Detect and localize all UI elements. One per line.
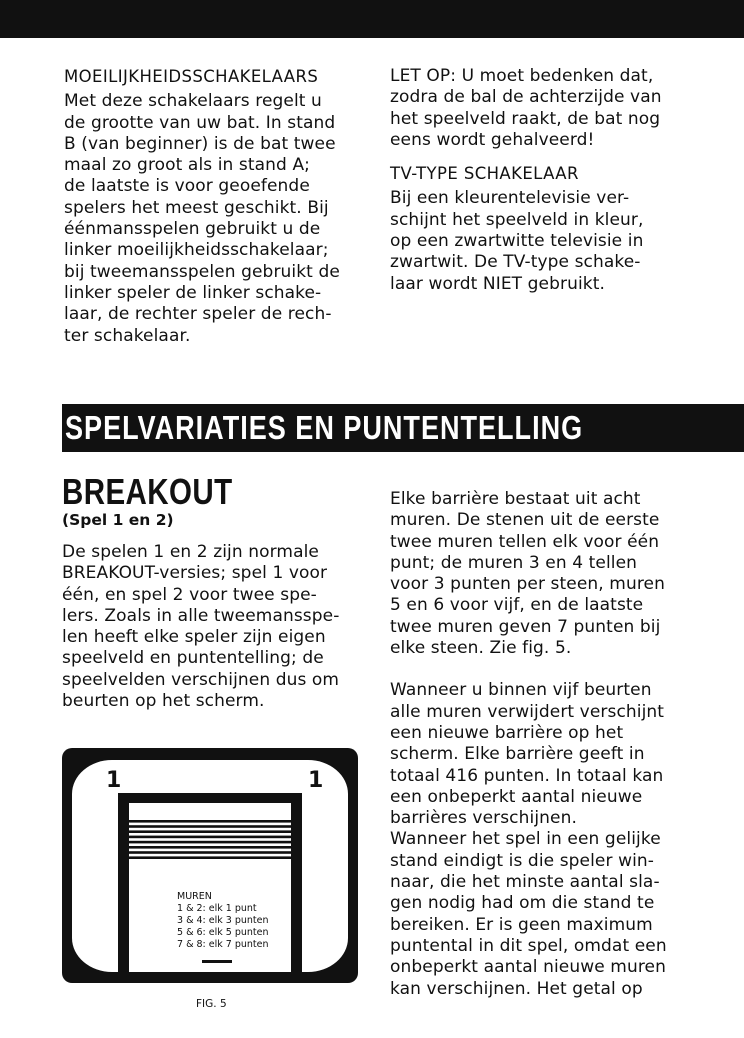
game-subtitle: (Spel 1 en 2) — [62, 511, 174, 529]
text-line: naar, die het minste aantal sla- — [390, 872, 660, 893]
text-line: schijnt het speelveld in kleur, — [390, 209, 644, 230]
text-line: het speelveld raakt, de bat nog — [390, 108, 661, 129]
text-line: gen nodig had om die stand te — [390, 893, 655, 914]
paddle — [202, 960, 232, 963]
text-line: onbeperkt aantal nieuwe muren — [390, 957, 666, 978]
text-line: barrières verschijnen. — [390, 808, 577, 829]
text-line: bereiken. Er is geen maximum — [390, 914, 653, 935]
text-line: scherm. Elke barrière geeft in — [390, 744, 645, 765]
breakout-rules — [390, 489, 690, 1000]
section-banner — [62, 404, 744, 452]
tv-type-switch-heading: TV-TYPE SCHAKELAAR — [390, 164, 579, 184]
text-line: B (van beginner) is de bat twee — [64, 133, 336, 154]
barrier-paragraph — [390, 489, 690, 659]
legend-line: 5 & 6: elk 5 punten — [177, 927, 269, 938]
text-line: spelers het meest geschikt. Bij — [64, 197, 329, 218]
difficulty-switches-heading: MOEILIJKHEIDSSCHAKELAARS — [64, 67, 319, 86]
text-line: eens wordt gehalveerd! — [390, 129, 595, 150]
text-line: linker speler de linker schake- — [64, 282, 322, 303]
tv-figure — [62, 748, 358, 983]
text-line: speelveld en puntentelling; de — [62, 648, 324, 669]
text-line: ter schakelaar. — [64, 325, 191, 346]
brick-row — [129, 841, 291, 844]
text-line: BREAKOUT-versies; spel 1 voor — [62, 563, 328, 584]
wall-legend — [177, 891, 269, 951]
difficulty-switches-text — [64, 91, 364, 347]
text-line: puntental in dit spel, omdat een — [390, 935, 667, 956]
text-line: bij tweemansspelen gebruikt de — [64, 261, 340, 282]
text-line: zodra de bal de achterzijde van — [390, 87, 662, 108]
text-line: één, en spel 2 voor twee spe- — [62, 584, 317, 605]
brick-row — [129, 820, 291, 823]
game-title: BREAKOUT — [62, 471, 233, 512]
text-line: speelvelden verschijnen dus om — [62, 669, 340, 690]
text-line: twee muren tellen elk voor één — [390, 531, 660, 552]
text-line: de laatste is voor geoefende — [64, 176, 310, 197]
text-line: de grootte van uw bat. In stand — [64, 112, 336, 133]
breakout-intro — [62, 542, 362, 712]
text-line: alle muren verwijdert verschijnt — [390, 701, 665, 722]
figure-caption: FIG. 5 — [196, 998, 227, 1010]
text-line: kan verschijnen. Het getal op — [390, 978, 643, 999]
text-line: muren. De stenen uit de eerste — [390, 510, 660, 531]
text-line: linker moeilijkheidsschakelaar; — [64, 240, 329, 261]
text-line: elke steen. Zie fig. 5. — [390, 638, 572, 659]
breakout-intro-text — [62, 542, 362, 712]
brick-walls — [129, 820, 291, 859]
brick-row — [129, 825, 291, 828]
brick-row — [129, 836, 291, 839]
top-wall — [118, 793, 302, 803]
text-line: Bij een kleurentelevisie ver- — [390, 188, 630, 209]
text-line: twee muren geven 7 punten bij — [390, 616, 661, 637]
text-line: zwartwit. De TV-type schake- — [390, 252, 641, 273]
text-line: éénmansspelen gebruikt u de — [64, 219, 321, 240]
text-line: laar, de rechter speler de rech- — [64, 304, 332, 325]
notice-section — [390, 66, 690, 295]
text-line: len heeft elke speler zijn eigen — [62, 627, 326, 648]
text-line: voor 3 punten per steen, muren — [390, 574, 665, 595]
brick-row — [129, 856, 291, 859]
text-line: Met deze schakelaars regelt u — [64, 91, 322, 112]
legend-title: MUREN — [177, 891, 212, 902]
scoring-paragraph — [390, 680, 690, 999]
tv-type-switch-text — [390, 188, 690, 294]
text-line: Wanneer het spel in een gelijke — [390, 829, 661, 850]
score-left: 1 — [106, 768, 122, 793]
legend-line: 3 & 4: elk 3 punten — [177, 915, 269, 926]
banner-title: SPELVARIATIES EN PUNTENTELLING — [65, 409, 584, 446]
text-line: Elke barrière bestaat uit acht — [390, 489, 641, 509]
text-line: punt; de muren 3 en 4 tellen — [390, 552, 638, 573]
text-line: De spelen 1 en 2 zijn normale — [62, 542, 319, 562]
difficulty-switches-section — [64, 66, 364, 347]
text-line: 5 en 6 voor vijf, en de laatste — [390, 595, 644, 616]
right-wall — [291, 793, 302, 972]
legend-line: 7 & 8: elk 7 punten — [177, 939, 269, 950]
left-wall — [118, 793, 129, 972]
text-line: Wanneer u binnen vijf beurten — [390, 680, 652, 701]
text-line: op een zwartwitte televisie in — [390, 231, 644, 252]
text-line: lers. Zoals in alle tweemansspe- — [62, 605, 340, 626]
text-line: maal zo groot als in stand A; — [64, 155, 310, 176]
score-right: 1 — [308, 768, 324, 793]
text-line: een nieuwe barrière op het — [390, 722, 624, 743]
top-black-band — [0, 0, 744, 38]
text-line: laar wordt NIET gebruikt. — [390, 273, 606, 294]
legend-line: 1 & 2: elk 1 punt — [177, 903, 257, 914]
text-line: totaal 416 punten. In totaal kan — [390, 765, 664, 786]
text-line: beurten op het scherm. — [62, 691, 265, 712]
text-line: stand eindigt is die speler win- — [390, 850, 655, 871]
tv-screen — [72, 760, 348, 972]
brick-row — [129, 846, 291, 849]
text-line: LET OP: U moet bedenken dat, — [390, 66, 654, 86]
brick-row — [129, 851, 291, 854]
text-line: een onbeperkt aantal nieuwe — [390, 786, 643, 807]
let-op-note — [390, 66, 690, 151]
brick-row — [129, 830, 291, 833]
